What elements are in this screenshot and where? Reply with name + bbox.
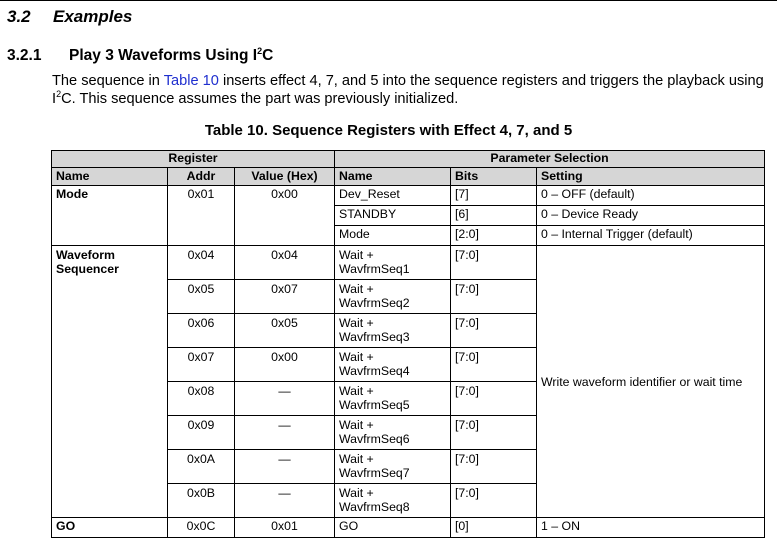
param-setting: 0 – OFF (default) (537, 186, 765, 206)
register-value: — (235, 484, 335, 518)
table-10-link[interactable]: Table 10 (163, 73, 219, 89)
section-number: 3.2 (7, 7, 31, 26)
register-addr: 0x06 (168, 314, 235, 348)
register-value: 0x00 (235, 186, 335, 246)
register-addr: 0x05 (168, 280, 235, 314)
param-name (335, 484, 451, 518)
subsection-title-sup: 2 (257, 46, 263, 56)
param-name-line: WavfrmSeq5 (339, 397, 410, 412)
param-name (335, 450, 451, 484)
register-name-line: Waveform (56, 248, 115, 262)
col-value: Value (Hex) (235, 168, 335, 186)
register-name: GO (52, 518, 168, 538)
register-addr: 0x0B (168, 484, 235, 518)
param-bits: [6] (451, 206, 537, 226)
col-bits: Bits (451, 168, 537, 186)
group-header-row (52, 151, 765, 168)
subsection-title: Play 3 Waveforms Using I (69, 47, 258, 64)
param-name (335, 416, 451, 450)
sequence-registers-table (51, 150, 765, 538)
register-name (52, 246, 168, 518)
param-setting: Write waveform identifier or wait time (537, 246, 765, 518)
param-name: Dev_Reset (335, 186, 451, 206)
col-name: Name (52, 168, 168, 186)
paragraph-text: inserts effect 4, 7, and 5 into the sequence registers and triggers the playback using I (52, 73, 764, 107)
param-bits: [7:0] (451, 348, 537, 382)
parameter-group-header: Parameter Selection (335, 151, 765, 168)
register-addr: 0x0C (168, 518, 235, 538)
paragraph-text: The sequence in (52, 73, 164, 89)
register-value: 0x04 (235, 246, 335, 280)
register-addr: 0x01 (168, 186, 235, 246)
table-caption: Table 10. Sequence Registers with Effect 4, 7, and 5 (204, 122, 573, 139)
param-bits: [7] (451, 186, 537, 206)
subsection-title-end: C (262, 47, 274, 64)
table-row (52, 246, 765, 280)
register-addr: 0x04 (168, 246, 235, 280)
paragraph-sup: 2 (56, 89, 62, 99)
param-name-line: WavfrmSeq7 (339, 465, 410, 480)
param-bits: [7:0] (451, 246, 537, 280)
param-name-line: WavfrmSeq1 (339, 261, 410, 276)
register-value: — (235, 450, 335, 484)
param-name: STANDBY (335, 206, 451, 226)
register-name: Mode (52, 186, 168, 246)
param-setting: 1 – ON (537, 518, 765, 538)
column-header-row (52, 168, 765, 186)
table-row (52, 186, 765, 206)
param-name-line: Wait + (339, 248, 374, 262)
param-name: Mode (335, 226, 451, 246)
param-name-line: WavfrmSeq8 (339, 499, 410, 514)
param-name-line: Wait + (339, 316, 374, 330)
param-name-line: WavfrmSeq2 (339, 295, 410, 310)
register-addr: 0x0A (168, 450, 235, 484)
subsection-heading (7, 47, 273, 65)
param-name-line: Wait + (339, 282, 374, 296)
subsection-number: 3.2.1 (7, 47, 42, 64)
param-name: GO (335, 518, 451, 538)
param-name-line: WavfrmSeq3 (339, 329, 410, 344)
param-bits: [0] (451, 518, 537, 538)
paragraph-text: C. This sequence assumes the part was previously initialized. (61, 91, 459, 107)
param-name (335, 348, 451, 382)
param-bits: [7:0] (451, 484, 537, 518)
param-name (335, 382, 451, 416)
table-row (52, 518, 765, 538)
col-addr: Addr (168, 168, 235, 186)
param-name (335, 280, 451, 314)
param-name-line: Wait + (339, 452, 374, 466)
param-name-line: Wait + (339, 486, 374, 500)
section-heading (7, 7, 132, 27)
param-name (335, 314, 451, 348)
param-bits: [7:0] (451, 314, 537, 348)
section-title: Examples (53, 7, 133, 26)
register-value: 0x05 (235, 314, 335, 348)
register-addr: 0x07 (168, 348, 235, 382)
param-setting: 0 – Internal Trigger (default) (537, 226, 765, 246)
register-value: 0x01 (235, 518, 335, 538)
param-name (335, 246, 451, 280)
param-name-line: Wait + (339, 418, 374, 432)
param-name-line: WavfrmSeq4 (339, 363, 410, 378)
register-value: — (235, 382, 335, 416)
register-name-line: Sequencer (56, 261, 119, 276)
param-name-line: Wait + (339, 350, 374, 364)
param-bits: [7:0] (451, 280, 537, 314)
top-rule (0, 0, 777, 1)
register-addr: 0x08 (168, 382, 235, 416)
param-bits: [7:0] (451, 416, 537, 450)
register-value: 0x00 (235, 348, 335, 382)
param-name-line: WavfrmSeq6 (339, 431, 410, 446)
param-setting: 0 – Device Ready (537, 206, 765, 226)
col-setting: Setting (537, 168, 765, 186)
param-bits: [7:0] (451, 450, 537, 484)
param-bits: [7:0] (451, 382, 537, 416)
param-bits: [2:0] (451, 226, 537, 246)
register-value: 0x07 (235, 280, 335, 314)
register-group-header: Register (52, 151, 335, 168)
register-value: — (235, 416, 335, 450)
param-name-line: Wait + (339, 384, 374, 398)
col-param-name: Name (335, 168, 451, 186)
body-paragraph (52, 72, 767, 108)
register-addr: 0x09 (168, 416, 235, 450)
